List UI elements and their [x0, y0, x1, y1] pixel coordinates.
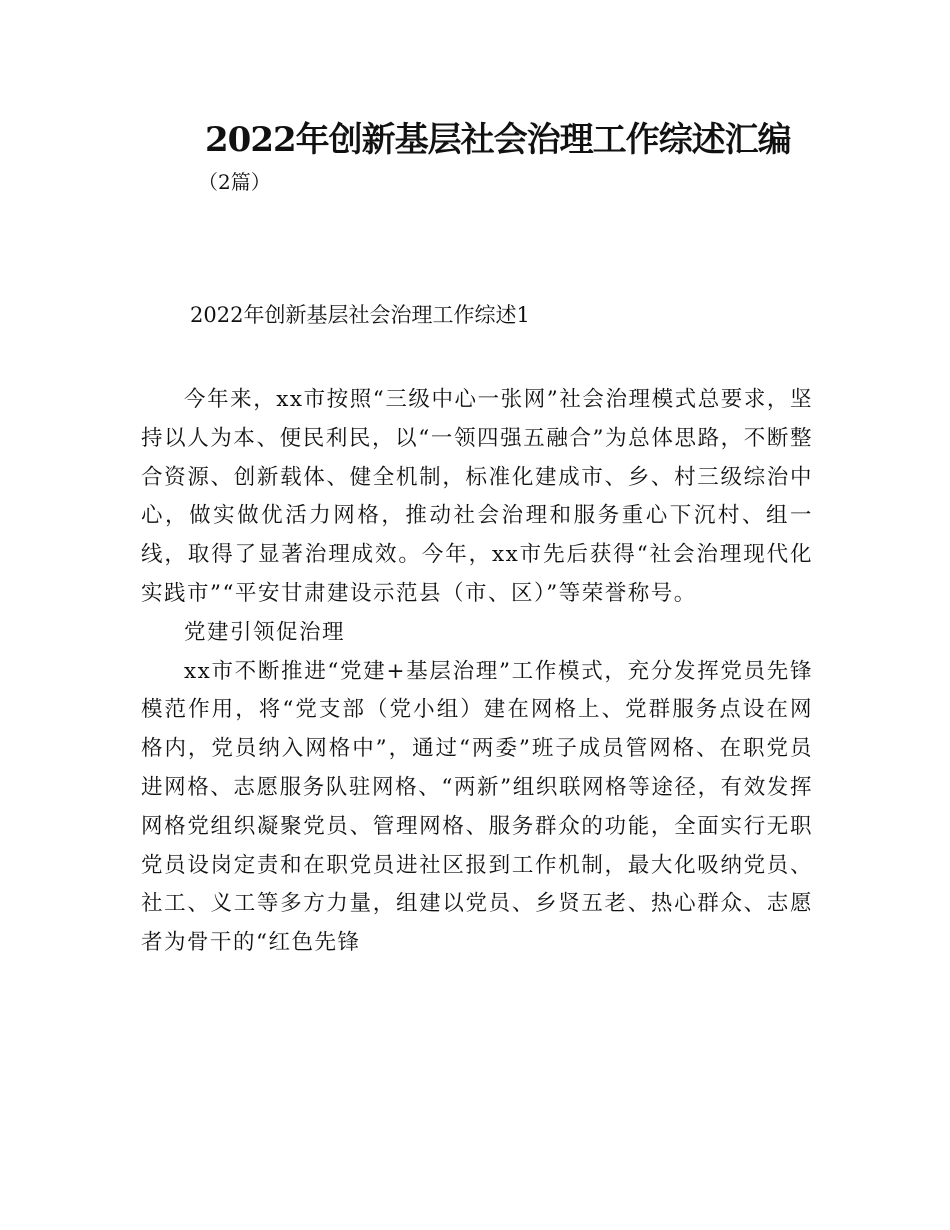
section-title: 2022年创新基层社会治理工作综述1	[190, 303, 530, 327]
paragraph-intro: 今年来，xx市按照“三级中心一张网”社会治理模式总要求，坚持以人为本、便民利民，以“一领四强五融合”为总体思路，不断整合资源、创新载体、健全机制，标准化建成市、乡、村三级综治中心，做实做优活力网格，推动社会治理和服务重心下沉村、组一线，取得了显著治理成效。今年，xx市先后获得“社会治理现代化实践市”“平安甘肃建设示范县（市、区）”等荣誉称号。	[141, 387, 813, 606]
paragraph-party-building: xx市不断推进“党建+基层治理”工作模式，充分发挥党员先锋模范作用，将“党支部（党小组）建在网格上、党群服务点设在网格内，党员纳入网格中”，通过“两委”班子成员管网格、在职党员进网格、志愿服务队驻网格、“两新”组织联网格等途径，有效发挥网格党组织凝聚党员、管理网格、服务群众的功能，全面实行无职党员设岗定责和在职党员进社区报到工作机制，最大化吸纳党员、社工、义工等多方力量，组建以党员、乡贤五老、热心群众、志愿者为骨干的“红色先锋	[141, 658, 813, 956]
subheading-party-building: 党建引领促治理	[184, 619, 346, 645]
document-subtitle: （2篇）	[198, 170, 271, 194]
document-body	[141, 381, 813, 963]
document-title: 2022年创新基层社会治理工作综述汇编	[205, 120, 791, 160]
